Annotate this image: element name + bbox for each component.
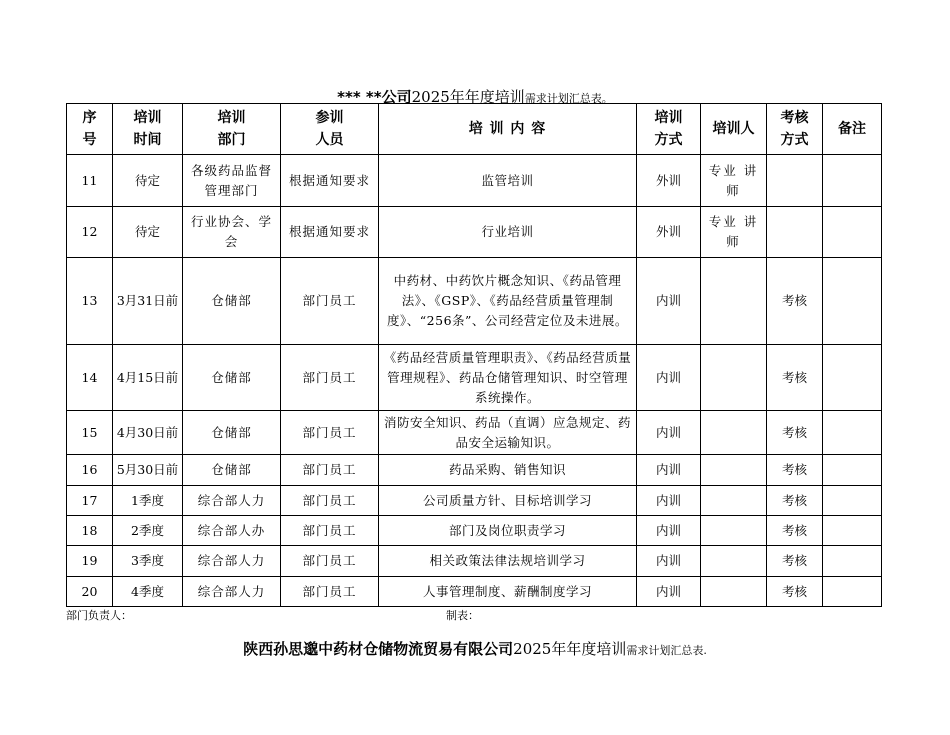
cell-exam bbox=[767, 207, 823, 258]
cell-staff: 部门员工 bbox=[281, 345, 379, 411]
cell-time: 5月30日前 bbox=[113, 455, 183, 486]
cell-no: 14 bbox=[67, 345, 113, 411]
cell-content: 公司质量方针、目标培训学习 bbox=[379, 486, 637, 516]
bottom-title-company: 陕西孙思邈中药材仓储物流贸易有限公司 bbox=[243, 640, 514, 658]
header-cell: 考核 方式 bbox=[767, 104, 823, 155]
cell-content: 《药品经营质量管理职责》、《药品经营质量管理规程》、药品仓储管理知识、时空管理系统操作。 bbox=[379, 345, 637, 411]
cell-note bbox=[823, 155, 882, 207]
cell-time: 4月30日前 bbox=[113, 411, 183, 455]
cell-exam: 考核 bbox=[767, 546, 823, 577]
cell-method: 内训 bbox=[637, 546, 701, 577]
cell-method: 内训 bbox=[637, 345, 701, 411]
cell-dept: 综合部人力 bbox=[183, 546, 281, 577]
cell-exam bbox=[767, 155, 823, 207]
cell-trainer bbox=[701, 455, 767, 486]
cell-no: 20 bbox=[67, 577, 113, 607]
cell-dept: 仓储部 bbox=[183, 258, 281, 345]
cell-dept: 仓储部 bbox=[183, 455, 281, 486]
title-year: 2025年年度培训 bbox=[411, 88, 525, 106]
cell-note bbox=[823, 258, 882, 345]
table-row bbox=[67, 345, 882, 411]
cell-content: 中药材、中药饮片概念知识、《药品管理法》、《GSP》、《药品经营质量管理制度》、“256条”、公司经营定位及未进展。 bbox=[379, 258, 637, 345]
cell-content: 药品采购、销售知识 bbox=[379, 455, 637, 486]
table-row bbox=[67, 455, 882, 486]
cell-time: 3月31日前 bbox=[113, 258, 183, 345]
cell-trainer bbox=[701, 411, 767, 455]
cell-time: 1季度 bbox=[113, 486, 183, 516]
cell-time: 4月15日前 bbox=[113, 345, 183, 411]
table-row bbox=[67, 577, 882, 607]
table-row bbox=[67, 486, 882, 516]
cell-note bbox=[823, 546, 882, 577]
cell-no: 12 bbox=[67, 207, 113, 258]
cell-staff: 部门员工 bbox=[281, 577, 379, 607]
cell-no: 19 bbox=[67, 546, 113, 577]
cell-time: 待定 bbox=[113, 207, 183, 258]
cell-no: 11 bbox=[67, 155, 113, 207]
title-company: *** **公司 bbox=[337, 88, 412, 106]
prepared-by-label: 制表： bbox=[446, 609, 479, 622]
cell-method: 内训 bbox=[637, 577, 701, 607]
header-cell: 备注 bbox=[823, 104, 882, 155]
cell-no: 13 bbox=[67, 258, 113, 345]
cell-content: 人事管理制度、薪酬制度学习 bbox=[379, 577, 637, 607]
cell-dept: 仓储部 bbox=[183, 411, 281, 455]
cell-method: 内训 bbox=[637, 455, 701, 486]
cell-note bbox=[823, 577, 882, 607]
bottom-title-suffix: 需求计划汇总表. bbox=[626, 644, 707, 657]
header-cell: 培 训 内 容 bbox=[379, 104, 637, 155]
cell-dept: 综合部人力 bbox=[183, 577, 281, 607]
cell-no: 15 bbox=[67, 411, 113, 455]
cell-time: 4季度 bbox=[113, 577, 183, 607]
cell-trainer bbox=[701, 577, 767, 607]
cell-content: 部门及岗位职责学习 bbox=[379, 516, 637, 546]
cell-method: 外训 bbox=[637, 155, 701, 207]
header-cell: 培训人 bbox=[701, 104, 767, 155]
header-row bbox=[67, 104, 882, 155]
cell-content: 行业培训 bbox=[379, 207, 637, 258]
cell-exam: 考核 bbox=[767, 516, 823, 546]
cell-note bbox=[823, 345, 882, 411]
cell-staff: 部门员工 bbox=[281, 455, 379, 486]
cell-exam: 考核 bbox=[767, 258, 823, 345]
cell-no: 17 bbox=[67, 486, 113, 516]
header-cell: 培训 方式 bbox=[637, 104, 701, 155]
cell-time: 3季度 bbox=[113, 546, 183, 577]
cell-staff: 根据通知要求 bbox=[281, 155, 379, 207]
table-row bbox=[67, 155, 882, 207]
cell-staff: 部门员工 bbox=[281, 516, 379, 546]
cell-trainer: 专业 讲师 bbox=[701, 207, 767, 258]
cell-method: 内训 bbox=[637, 258, 701, 345]
cell-dept: 综合部人办 bbox=[183, 516, 281, 546]
cell-note bbox=[823, 516, 882, 546]
cell-note bbox=[823, 207, 882, 258]
cell-dept: 行业协会、学会 bbox=[183, 207, 281, 258]
cell-trainer bbox=[701, 258, 767, 345]
dept-head-label: 部门负责人： bbox=[66, 609, 132, 622]
cell-time: 2季度 bbox=[113, 516, 183, 546]
cell-staff: 部门员工 bbox=[281, 486, 379, 516]
cell-no: 16 bbox=[67, 455, 113, 486]
cell-time: 待定 bbox=[113, 155, 183, 207]
cell-no: 18 bbox=[67, 516, 113, 546]
cell-note bbox=[823, 486, 882, 516]
header-cell: 参训 人员 bbox=[281, 104, 379, 155]
header-cell: 序 号 bbox=[67, 104, 113, 155]
cell-dept: 综合部人力 bbox=[183, 486, 281, 516]
cell-staff: 根据通知要求 bbox=[281, 207, 379, 258]
cell-exam: 考核 bbox=[767, 577, 823, 607]
header-cell: 培训 时间 bbox=[113, 104, 183, 155]
cell-trainer bbox=[701, 546, 767, 577]
cell-trainer bbox=[701, 516, 767, 546]
bottom-title bbox=[0, 638, 950, 659]
cell-method: 内训 bbox=[637, 486, 701, 516]
training-plan-table bbox=[66, 103, 882, 607]
cell-content: 监管培训 bbox=[379, 155, 637, 207]
table-row bbox=[67, 546, 882, 577]
cell-staff: 部门员工 bbox=[281, 258, 379, 345]
cell-trainer bbox=[701, 345, 767, 411]
cell-content: 消防安全知识、药品（直调）应急规定、药品安全运输知识。 bbox=[379, 411, 637, 455]
cell-content: 相关政策法律法规培训学习 bbox=[379, 546, 637, 577]
cell-exam: 考核 bbox=[767, 345, 823, 411]
cell-trainer: 专业 讲师 bbox=[701, 155, 767, 207]
table-row bbox=[67, 516, 882, 546]
table-row bbox=[67, 258, 882, 345]
cell-staff: 部门员工 bbox=[281, 411, 379, 455]
cell-exam: 考核 bbox=[767, 486, 823, 516]
header-cell: 培训 部门 bbox=[183, 104, 281, 155]
title-suffix: 需求计划汇总表。 bbox=[524, 92, 613, 105]
cell-method: 外训 bbox=[637, 207, 701, 258]
cell-method: 内训 bbox=[637, 411, 701, 455]
cell-method: 内训 bbox=[637, 516, 701, 546]
cell-trainer bbox=[701, 486, 767, 516]
table-row bbox=[67, 411, 882, 455]
cell-exam: 考核 bbox=[767, 455, 823, 486]
bottom-title-year: 2025年年度培训 bbox=[513, 640, 627, 658]
cell-dept: 仓储部 bbox=[183, 345, 281, 411]
cell-dept: 各级药品监督管理部门 bbox=[183, 155, 281, 207]
cell-note bbox=[823, 411, 882, 455]
cell-note bbox=[823, 455, 882, 486]
table-row bbox=[67, 207, 882, 258]
cell-staff: 部门员工 bbox=[281, 546, 379, 577]
cell-exam: 考核 bbox=[767, 411, 823, 455]
